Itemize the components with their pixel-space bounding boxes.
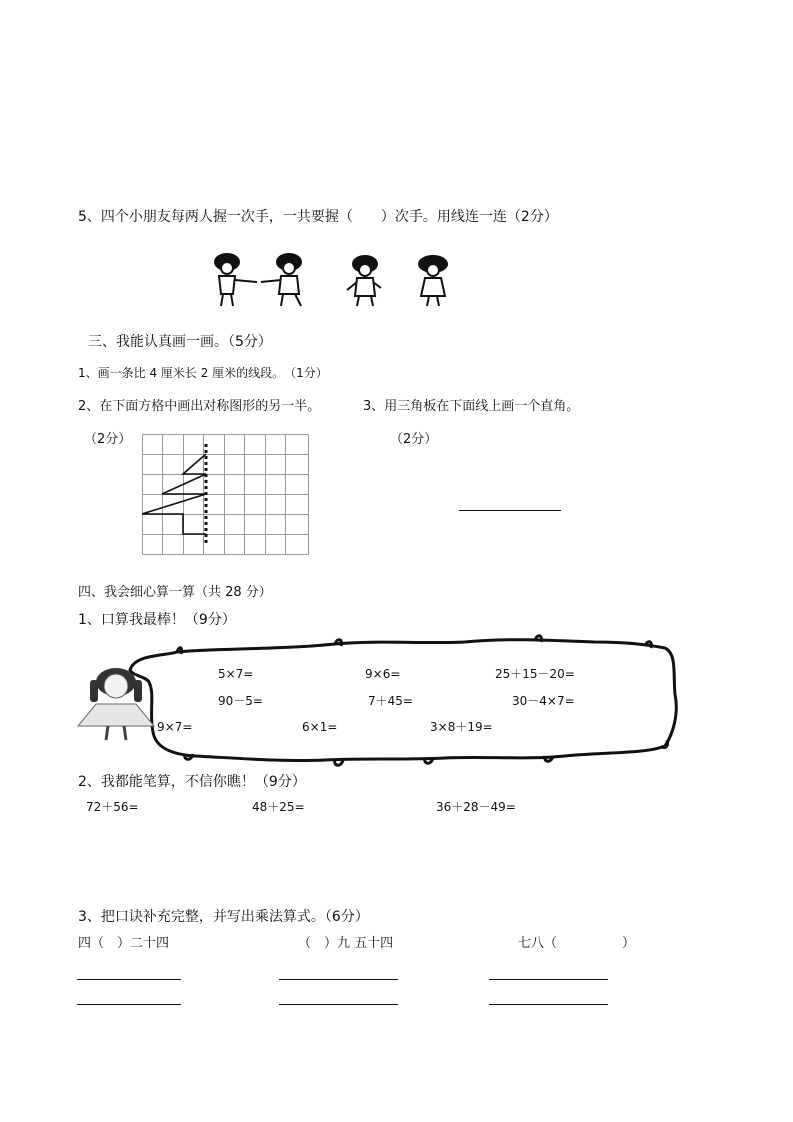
section3-q3-score: （2分） — [390, 432, 438, 447]
written-2: 48＋25= — [252, 800, 305, 814]
answer-line-3b[interactable] — [489, 1004, 608, 1005]
section3-q2-score: （2分） — [84, 432, 132, 447]
answer-line-2a[interactable] — [279, 979, 398, 980]
section4-q2-title: 2、我都能笔算，不信你瞧！（9分） — [78, 774, 306, 790]
answer-line-1a[interactable] — [77, 979, 181, 980]
oral-8: 6×1= — [302, 720, 338, 734]
children-handshake-image — [205, 250, 465, 310]
written-1: 72＋56= — [86, 800, 139, 814]
section4-title: 四、我会细心算一算（共 28 分） — [78, 585, 272, 600]
answer-line-1b[interactable] — [77, 1004, 181, 1005]
rhyme-2: （ ）九 五十四 — [298, 936, 394, 951]
oral-2: 9×6= — [365, 667, 401, 681]
section3-q1: 1、画一条比 4 厘米长 2 厘米的线段。 （1分） — [78, 366, 328, 380]
oral-6: 30－4×7= — [512, 694, 575, 708]
oral-3: 25＋15－20= — [495, 667, 575, 681]
rhyme-3: 七八（ ） — [518, 936, 636, 951]
right-angle-base-line[interactable] — [459, 510, 561, 511]
section3-q3: 3、用三角板在下面线上画一个直角。 — [363, 399, 580, 414]
oral-4: 90－5= — [218, 694, 263, 708]
oral-1: 5×7= — [218, 667, 254, 681]
rhyme-1: 四（ ）二十四 — [78, 936, 170, 951]
oral-5: 7＋45= — [368, 694, 413, 708]
section3-title: 三、我能认真画一画。（5分） — [88, 334, 272, 350]
section3-q2: 2、在下面方格中画出对称图形的另一半。 — [78, 399, 321, 414]
symmetry-grid[interactable] — [142, 434, 310, 556]
oral-7: 9×7= — [157, 720, 193, 734]
answer-line-3a[interactable] — [489, 979, 608, 980]
section4-q3-title: 3、把口诀补充完整，并写出乘法算式。（6分） — [78, 909, 369, 925]
written-3: 36＋28－49= — [436, 800, 516, 814]
answer-line-2b[interactable] — [279, 1004, 398, 1005]
oral-9: 3×8＋19= — [430, 720, 493, 734]
section4-q1-title: 1、口算我最棒！（9分） — [78, 612, 236, 628]
q5-text: 5、四个小朋友每两人握一次手，一共要握（ ）次手。用线连一连（2分） — [78, 209, 558, 225]
